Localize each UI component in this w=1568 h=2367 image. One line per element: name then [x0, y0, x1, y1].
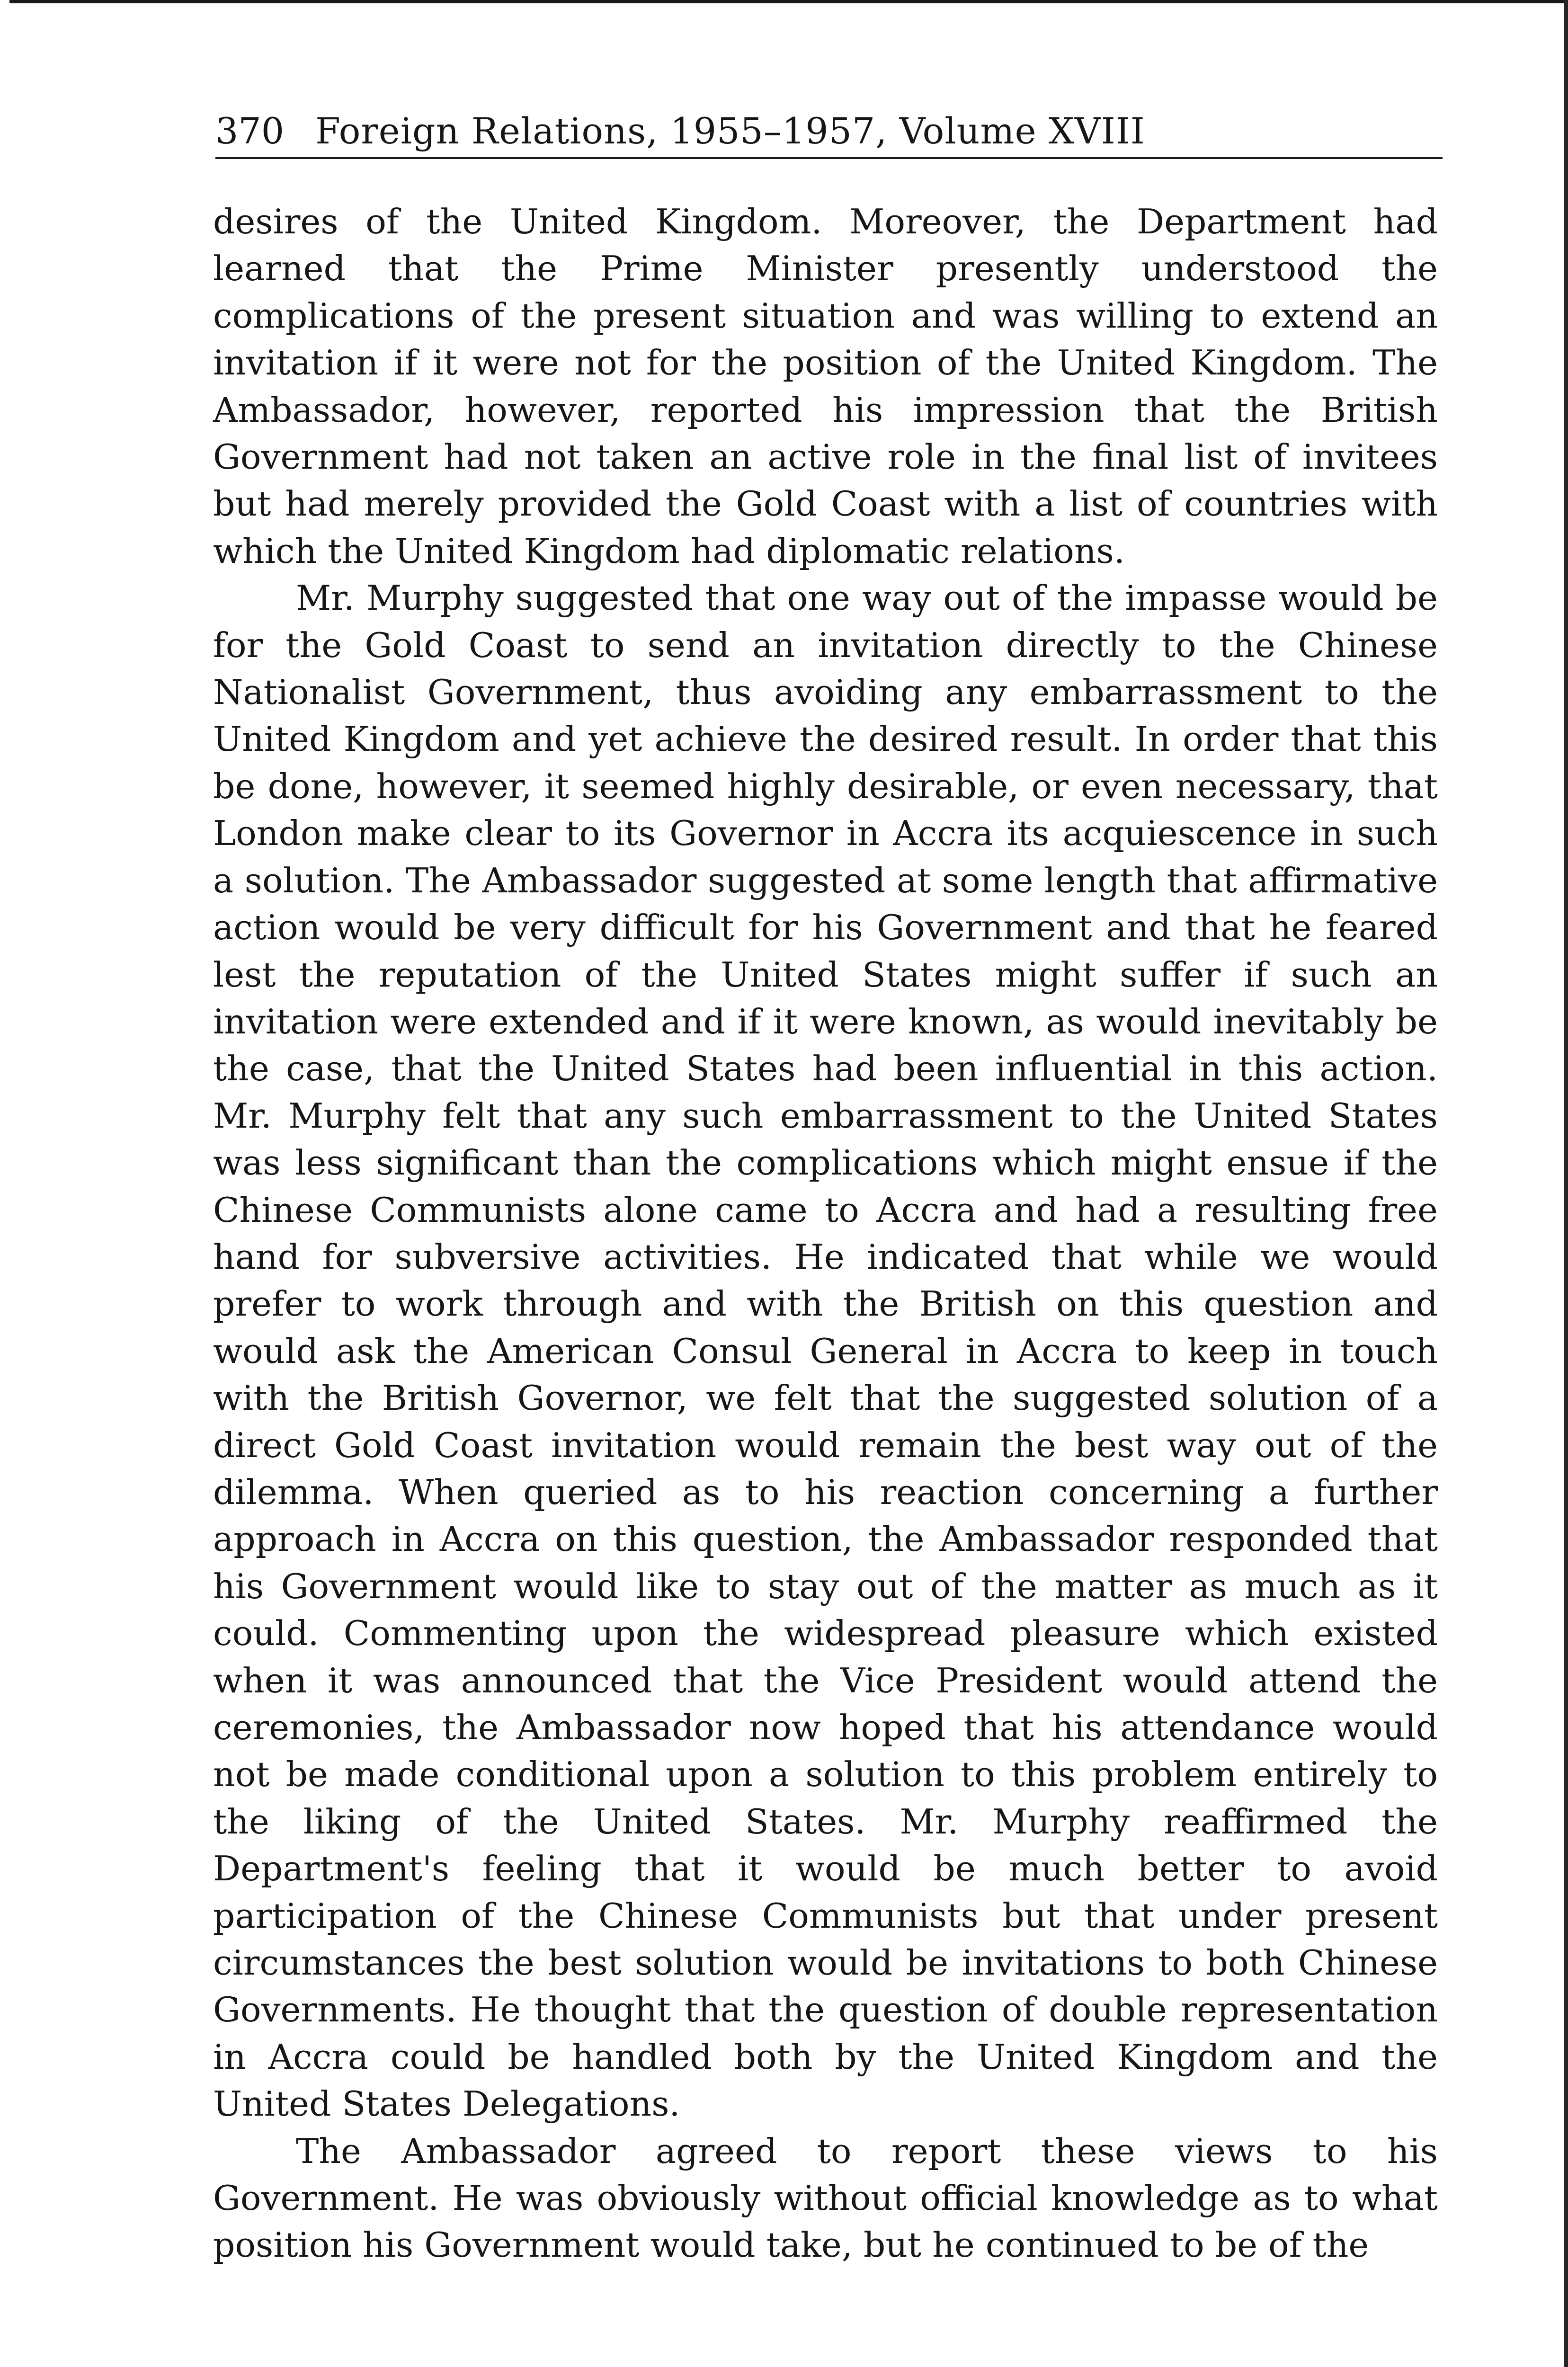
paragraph-ambassador-agreement: The Ambassador agreed to report these views to his Government. He was obviously without official knowledge as to what position his Government would take, but he continued to be of the: [213, 2131, 1438, 2266]
paragraph-murphy-suggestion: Mr. Murphy suggested that one way out of the impasse would be for the Gold Coast to send an invitation directly to the Chinese Nationalist Government, thus avoiding any embarrassment to the United Kingdom and yet achieve the desired result. In order that this be done, however, it seemed highly desirable, or even necessary, that London make clear to its Governor in Accra its acquiescence in such a solution. The Ambassador suggested at some length that affirmative action would be very difficult for his Government and that he feared lest the reputation of the United States might suffer if such an invitation were extended and if it were known, as would inevitably be the case, that the United States had been influential in this action. Mr. Murphy felt that any such embarrassment to the United States was less significant than the complications which might ensue if the Chinese Communists alone came to Accra and had a resulting free hand for subversive activities. He indicated that while we would prefer to work through and with the British on this question and would ask the American Consul General in Accra to keep in touch with the British Governor, we felt that the suggested solution of a direct Gold Coast invitation would remain the best way out of the dilemma. When queried as to his reaction concerning a further approach in Accra on this question, the Ambassador responded that his Government would like to stay out of the matter as much as it could. Commenting upon the widespread pleasure which existed when it was announced that the Vice President would attend the ceremonies, the Ambassador now hoped that his attendance would not be made conditional upon a solution to this problem entirely to the liking of the United States. Mr. Murphy reaffirmed the Department's feeling that it would be much better to avoid participation of the Chinese Communists but that under present circumstances the best solution would be invitations to both Chinese Governments. He thought that the question of double representation in Accra could be handled both by the United Kingdom and the United States Delegations.: [213, 578, 1438, 2125]
running-header: [215, 105, 1443, 159]
volume-title: Foreign Relations, 1955–1957, Volume XVIII: [315, 110, 1145, 152]
paragraph-continuation: desires of the United Kingdom. Moreover, the Department had learned that the Prime Minister presently understood the complications of the present situation and was willing to extend an invitation if it were not for the position of the United Kingdom. The Ambassador, however, reported his impression that the British Government had not taken an active role in the final list of invitees but had merely provided the Gold Coast with a list of countries with which the United Kingdom had diplomatic relations.: [213, 202, 1438, 571]
page-number: 370: [215, 110, 285, 152]
body-text: [213, 199, 1438, 2269]
scan-right-edge: [1564, 0, 1568, 2367]
scan-top-edge: [9, 0, 1568, 3]
